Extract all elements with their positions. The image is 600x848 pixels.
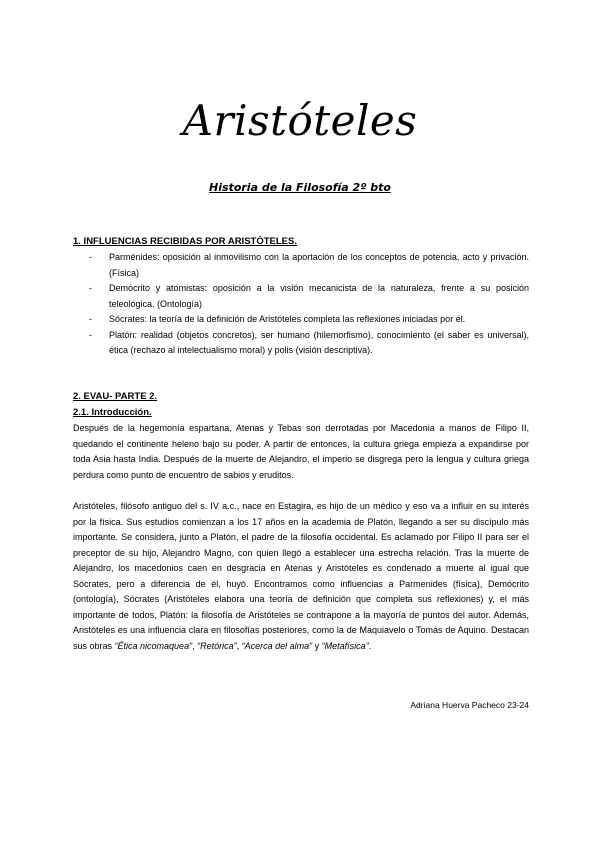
- list-item-text: Sócrates: la teoría de la definición de Aristóteles completa las reflexiones iniciadas por él.: [109, 314, 466, 324]
- list-item: [73, 312, 529, 328]
- list-item-text: Demócrito y atomistas: oposición a la visión mecanicista de la naturaleza, frente a su posición teleológica. (Ontología): [109, 283, 529, 309]
- bullet-dash: -: [89, 283, 92, 293]
- list-item-text: Parménides: oposición al inmovilismo con la aportación de los conceptos de potencia, acto y privación. (Física): [109, 252, 529, 278]
- separator: .: [368, 640, 372, 651]
- list-item: [73, 328, 529, 359]
- section1-heading: 1. INFLUENCIAS RECIBIDAS POR ARISTÓTELES.: [73, 236, 297, 247]
- influences-list: [73, 250, 529, 359]
- work-title: “Acerca del alma”: [241, 640, 313, 651]
- bullet-dash: -: [89, 329, 92, 340]
- section2-heading: 2. EVAU- PARTE 2.: [73, 391, 158, 402]
- work-title: “Metafísica”: [321, 640, 369, 651]
- paragraph-2-text: Aristóteles, filósofo antiguo del s. IV a.c., nace en Estagira, es hijo de un médico y eso va a influir en su interés por la física. Sus estudios comienzan a los 17 años en la academia de Platón, llegando a ser su discípulo más importante. Se considera, junto a Platón, el padre de la filosofía occidental. Es aclamado por Filipo II para ser el preceptor de su hijo, Alejandro Magno, con quien llegó a establecer una estrecha relación. Tras la muerte de Alejandro, los macedonios caen en desgracia en Atenas y Aristóteles es condenado a muerte al igual que Sócrates, pero a diferencia de él, huyó. Encontramos como influencias a Parmenides (física), Demócrito (ontología), Sócrates (Aristóteles elabora una teoría de definición que completa sus reflexiones) y, el más importante de todos, Platón: la filosofía de Aristóteles se contrapone a la mayoría de puntos del autor. Además, Aristóteles es una influencia clara en filosofías posteriores, como la de Maquiavelo o Tomás de Aquino. Destacan sus obras: [73, 501, 529, 651]
- separator: ,: [236, 640, 242, 651]
- intro-paragraph-2: [73, 499, 529, 654]
- list-item-text: Platón: realidad (objetos concretos), ser humano (hilemorfismo), conocimiento (el saber es universal), ética (rechazo al intelectualismo moral) y polis (visión descriptiva).: [109, 329, 529, 355]
- document-subtitle: Historia de la Filosofía 2º bto: [209, 181, 391, 194]
- separator: y: [312, 640, 322, 651]
- bullet-dash: -: [89, 314, 92, 324]
- separator: ,: [192, 640, 198, 651]
- footer-author: Adriana Huerva Pacheco 23-24: [410, 700, 529, 710]
- document-title: Aristóteles: [182, 96, 418, 145]
- bullet-dash: -: [89, 252, 92, 262]
- intro-paragraph-1: Después de la hegemonía espartana, Atenas y Tebas son derrotadas por Macedonia a manos de Filipo II, quedando el continente heleno bajo su poder. A partir de entonces, la cultura griega empieza a expandirse por toda Asia hasta India. Después de la muerte de Alejandro, el imperio se disgrega pero la lengua y cultura griega perdura como punto de encuentro de sabios y eruditos.: [73, 423, 529, 480]
- work-title: “Ética nicomaquea”: [114, 640, 193, 651]
- section2-subheading: 2.1. Introducción.: [73, 407, 152, 418]
- list-item: [73, 250, 529, 281]
- list-item: [73, 281, 529, 312]
- work-title: “Retórica”: [197, 640, 237, 651]
